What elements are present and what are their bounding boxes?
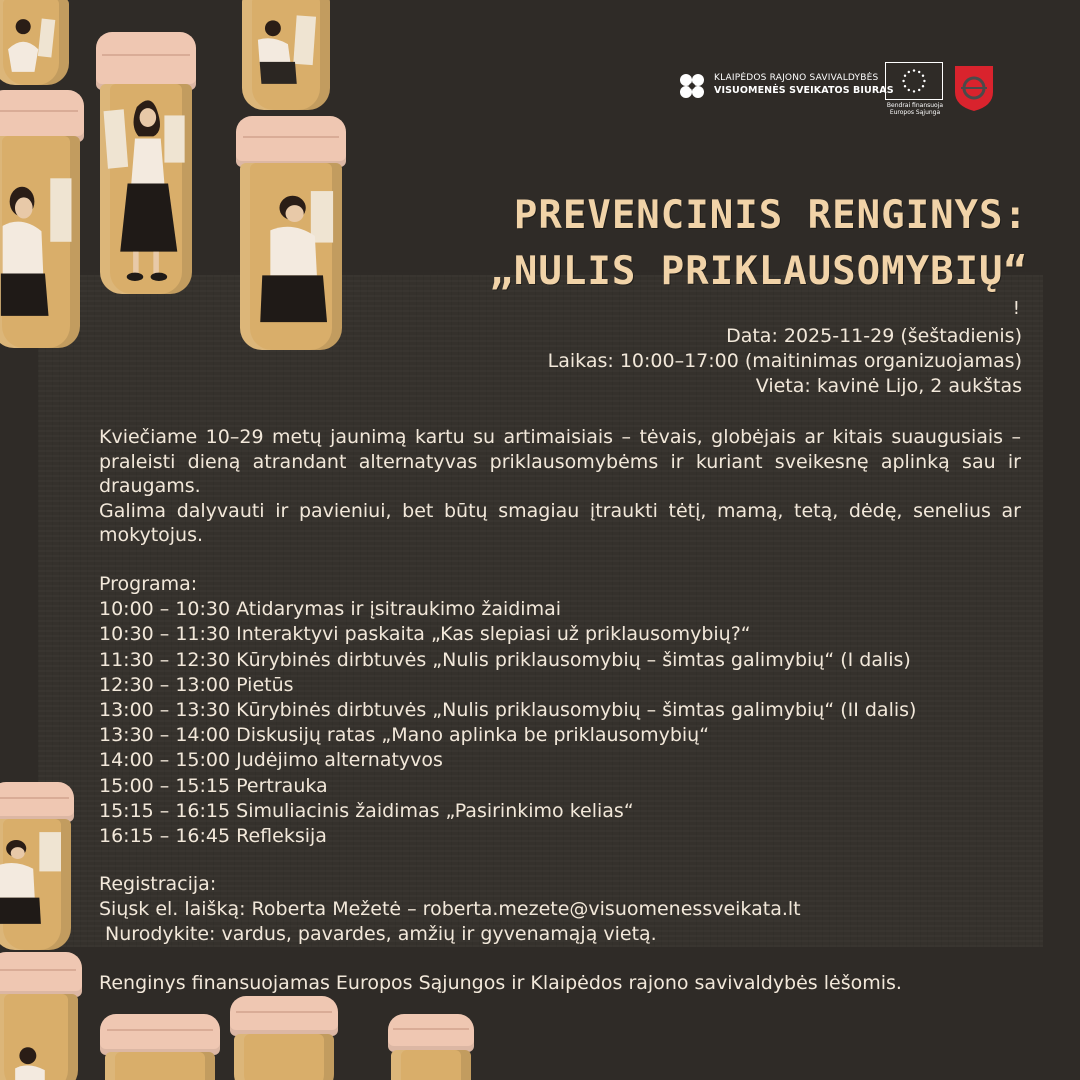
exclamation-mark: ! bbox=[1012, 298, 1020, 319]
program-item: 13:30 – 14:00 Diskusijų ratas „Mano aplinka be priklausomybių“ bbox=[99, 724, 710, 747]
program-item: 10:00 – 10:30 Atidarymas ir įsitraukimo žaidimai bbox=[99, 598, 562, 621]
health-bureau-mark-icon bbox=[678, 72, 706, 100]
health-bureau-line1: KLAIPĖDOS RAJONO SAVIVALDYBĖS bbox=[714, 73, 879, 83]
health-bureau-logo bbox=[678, 72, 894, 106]
event-time: Laikas: 10:00–17:00 (maitinimas organizuojamas) bbox=[547, 350, 1022, 372]
event-details bbox=[548, 324, 1022, 399]
event-program bbox=[99, 572, 1029, 849]
registration-title: Registracija: bbox=[99, 873, 217, 895]
registration-email-line: Siųsk el. laišką: Roberta Mežetė – roberta.mezete@visuomenessveikata.lt bbox=[99, 898, 801, 921]
health-bureau-line2: VISUOMENĖS SVEIKATOS BIURAS bbox=[714, 85, 894, 96]
program-item: 12:30 – 13:00 Pietūs bbox=[99, 673, 294, 696]
headline-line1: PREVENCINIS RENGINYS: bbox=[513, 193, 1028, 238]
program-item: 16:15 – 16:45 Refleksija bbox=[99, 825, 327, 848]
person-figure-icon bbox=[100, 84, 192, 294]
program-item: 10:30 – 11:30 Interaktyvi paskaita „Kas slepiasi už priklausomybių?“ bbox=[99, 623, 751, 646]
jar-illustration bbox=[0, 90, 84, 348]
municipality-coat-of-arms-icon bbox=[953, 64, 995, 112]
jar-illustration bbox=[238, 0, 334, 110]
program-item: 14:00 – 15:00 Judėjimo alternatyvos bbox=[99, 749, 443, 772]
jar-illustration bbox=[230, 996, 338, 1080]
program-item: 13:00 – 13:30 Kūrybinės dirbtuvės „Nulis priklausomybių – šimtas galimybių“ (II dalis) bbox=[99, 699, 917, 722]
person-figure-icon bbox=[240, 163, 341, 350]
jar-illustration bbox=[388, 1014, 474, 1080]
program-title: Programa: bbox=[99, 573, 198, 595]
person-figure-icon bbox=[0, 136, 80, 348]
eu-flag-icon bbox=[885, 62, 943, 100]
eu-cofunding-logo bbox=[883, 62, 947, 122]
intro-paragraph-1: Kviečiame 10–29 metų jaunimą kartu su artimaisiais – tėvais, globėjais ar kitais suaugusiais – praleisti dieną atrandant alternatyvas priklausomybėms ir kuriant sveikesnę aplinką sau ir draugams. bbox=[99, 426, 1021, 497]
person-figure-icon bbox=[242, 0, 330, 110]
headline-line2: „NULIS PRIKLAUSOMYBIŲ“ bbox=[489, 249, 1028, 294]
jar-illustration bbox=[236, 116, 346, 350]
jar-illustration bbox=[0, 952, 82, 1080]
eu-caption-line2: Europos Sąjunga bbox=[889, 109, 941, 116]
jar-illustration bbox=[96, 32, 196, 294]
jar-illustration bbox=[100, 1014, 220, 1080]
jar-illustration bbox=[0, 0, 72, 85]
registration-instructions: Nurodykite: vardus, pavardes, amžių ir gyvenamąją vietą. bbox=[99, 923, 657, 946]
person-figure-icon bbox=[0, 994, 78, 1080]
registration-info bbox=[99, 872, 1029, 948]
jar-illustration bbox=[0, 782, 74, 950]
intro-paragraph-2: Galima dalyvauti ir pavieniui, bet būtų smagiau įtraukti tėtį, mamą, tetą, dėdę, senelius ar mokytojus. bbox=[99, 499, 1021, 546]
event-intro bbox=[99, 425, 1021, 548]
program-item: 11:30 – 12:30 Kūrybinės dirbtuvės „Nulis priklausomybių – šimtas galimybių“ (I dalis) bbox=[99, 648, 911, 671]
eu-caption-line1: Bendrai finansuoja bbox=[886, 102, 944, 109]
event-place: Vieta: kavinė Lijo, 2 aukštas bbox=[755, 375, 1022, 397]
program-item: 15:00 – 15:15 Pertrauka bbox=[99, 774, 328, 797]
event-date: Data: 2025-11-29 (šeštadienis) bbox=[726, 325, 1022, 347]
event-headline bbox=[489, 188, 1028, 300]
person-figure-icon bbox=[0, 0, 69, 85]
program-item: 15:15 – 16:15 Simuliacinis žaidimas „Pasirinkimo kelias“ bbox=[99, 799, 634, 822]
funding-note: Renginys finansuojamas Europos Sąjungos ir Klaipėdos rajono savivaldybės lėšomis. bbox=[99, 972, 902, 994]
person-figure-icon bbox=[0, 819, 71, 950]
